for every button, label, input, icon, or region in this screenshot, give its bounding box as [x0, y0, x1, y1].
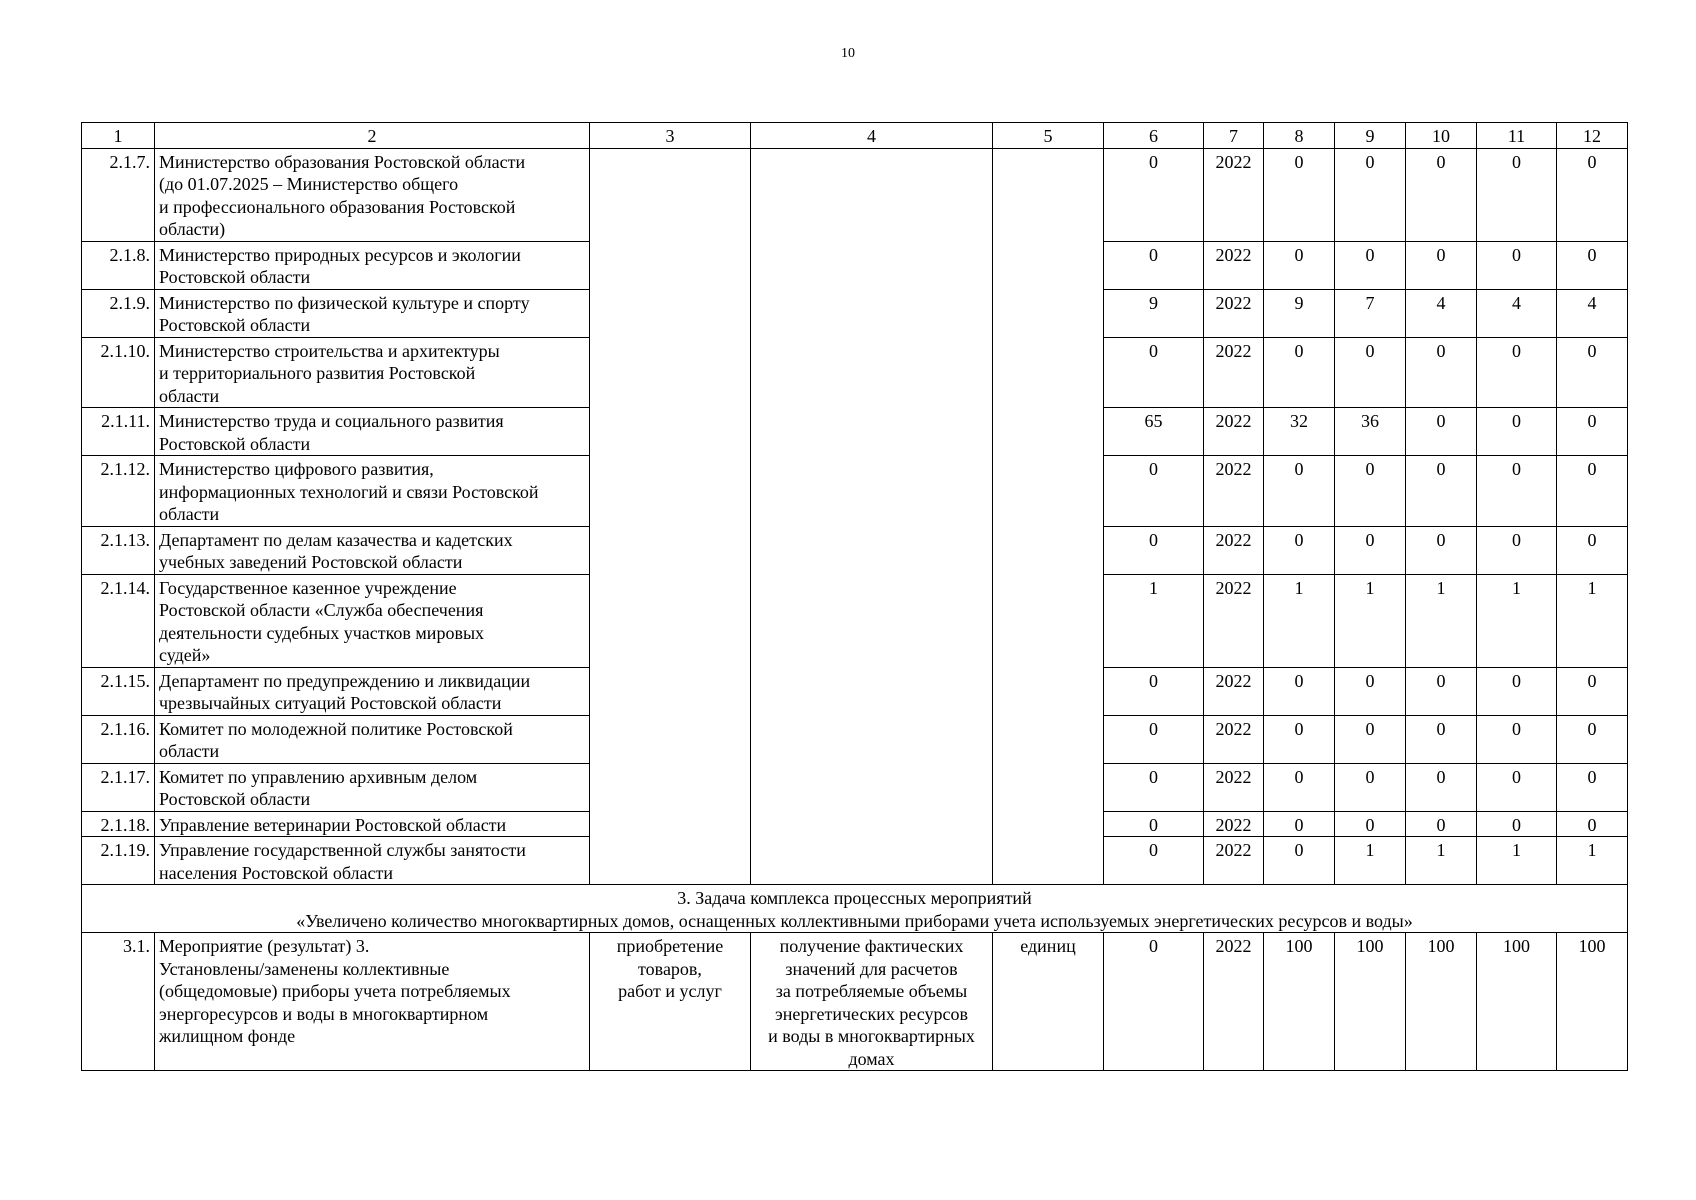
- column-number-cell: 5: [993, 123, 1104, 149]
- value-cell: 0: [1406, 241, 1477, 289]
- value-cell: 2022: [1204, 933, 1264, 1071]
- value-cell: 2022: [1204, 148, 1264, 241]
- row-number-cell: 2.1.12.: [82, 456, 155, 527]
- row-number-cell: 2.1.18.: [82, 811, 155, 837]
- event-row: [82, 933, 1628, 1071]
- value-cell: 0: [1264, 456, 1335, 527]
- row-number-cell: 2.1.13.: [82, 526, 155, 574]
- value-cell: 1: [1406, 837, 1477, 885]
- value-cell: 0: [1477, 715, 1557, 763]
- text-line: значений для расчетов: [785, 958, 958, 979]
- column-number-cell: 7: [1204, 123, 1264, 149]
- text-line: Ростовской области: [159, 315, 311, 335]
- text-line: Мероприятие (результат) 3.: [159, 936, 370, 956]
- value-cell: 0: [1264, 526, 1335, 574]
- value-cell: 0: [1557, 241, 1628, 289]
- value-cell: 0: [1406, 148, 1477, 241]
- text-line: деятельности судебных участков мировых: [159, 622, 485, 643]
- value-cell: 2022: [1204, 837, 1264, 885]
- text-line: энергоресурсов и воды в многоквартирном: [159, 1003, 489, 1024]
- value-cell: 0: [1264, 337, 1335, 408]
- value-cell: 0: [1104, 715, 1204, 763]
- value-cell: 2022: [1204, 667, 1264, 715]
- value-cell: 0: [1406, 526, 1477, 574]
- text-line: области: [159, 504, 220, 524]
- value-cell: 0: [1406, 763, 1477, 811]
- value-cell: 1: [1477, 574, 1557, 667]
- value-cell: 0: [1264, 837, 1335, 885]
- value-cell: 0: [1335, 456, 1406, 527]
- row-number-cell: 2.1.15.: [82, 667, 155, 715]
- value-cell: 1: [1477, 837, 1557, 885]
- indicators-table: [81, 122, 1628, 1071]
- value-cell: 0: [1477, 667, 1557, 715]
- organization-name-cell: [155, 667, 590, 715]
- value-cell: 0: [1264, 715, 1335, 763]
- value-cell: 0: [1264, 811, 1335, 837]
- value-cell: 0: [1335, 241, 1406, 289]
- text-line: Комитет по управлению архивным делом: [159, 766, 478, 787]
- value-cell: 0: [1557, 526, 1628, 574]
- text-line: Министерство по физической культуре и спорту: [159, 292, 530, 313]
- text-line: Государственное казенное учреждение: [159, 577, 457, 598]
- column-number-cell: 12: [1557, 123, 1628, 149]
- value-cell: 2022: [1204, 715, 1264, 763]
- organization-name-cell: [155, 837, 590, 885]
- text-line: и профессионального образования Ростовской: [159, 196, 516, 217]
- value-cell: 2022: [1204, 456, 1264, 527]
- unit-cell: единиц: [993, 933, 1104, 1071]
- value-cell: 0: [1104, 148, 1204, 241]
- value-cell: 2022: [1204, 811, 1264, 837]
- row-number-cell: 2.1.8.: [82, 241, 155, 289]
- row-number-cell: 2.1.9.: [82, 289, 155, 337]
- value-cell: 0: [1477, 337, 1557, 408]
- value-cell: 0: [1557, 148, 1628, 241]
- value-cell: 0: [1557, 667, 1628, 715]
- row-number-cell: 2.1.7.: [82, 148, 155, 241]
- text-line: Ростовской области: [159, 789, 311, 809]
- text-line: Комитет по молодежной политике Ростовской: [159, 718, 513, 739]
- text-line: Министерство природных ресурсов и экологии: [159, 244, 521, 265]
- text-line: Министерство строительства и архитектуры: [159, 340, 500, 361]
- value-cell: 0: [1557, 408, 1628, 456]
- event-characteristic-cell: [751, 933, 993, 1071]
- task-heading-row: [82, 885, 1628, 933]
- value-cell: 2022: [1204, 408, 1264, 456]
- organization-name-cell: [155, 574, 590, 667]
- text-line: Установлены/заменены коллективные: [159, 958, 450, 979]
- organization-name-cell: [155, 811, 590, 837]
- value-cell: 0: [1104, 456, 1204, 527]
- column-number-cell: 11: [1477, 123, 1557, 149]
- text-line: населения Ростовской области: [159, 862, 393, 883]
- text-line: Ростовской области «Служба обеспечения: [159, 600, 484, 620]
- col5-merged-cell: [993, 148, 1104, 885]
- row-number-cell: 2.1.17.: [82, 763, 155, 811]
- value-cell: 0: [1335, 763, 1406, 811]
- text-line: товаров,: [638, 958, 702, 979]
- column-number-cell: 6: [1104, 123, 1204, 149]
- text-line: домах: [848, 1048, 895, 1069]
- value-cell: 65: [1104, 408, 1204, 456]
- task-subtitle: «Увеличено количество многоквартирных домов, оснащенных коллективными приборами учета используемых энергетических ресурсов и воды»: [296, 910, 1413, 931]
- value-cell: 100: [1335, 933, 1406, 1071]
- text-line: Управление государственной службы занятости: [159, 840, 526, 860]
- value-cell: 0: [1104, 763, 1204, 811]
- organization-name-cell: [155, 456, 590, 527]
- text-line: области: [159, 385, 220, 406]
- column-number-cell: 9: [1335, 123, 1406, 149]
- value-cell: 1: [1406, 574, 1477, 667]
- value-cell: 0: [1406, 456, 1477, 527]
- text-line: области: [159, 741, 220, 761]
- column-number-cell: 4: [751, 123, 993, 149]
- text-line: Департамент по предупреждению и ликвидации: [159, 670, 531, 691]
- column-number-cell: 3: [590, 123, 751, 149]
- value-cell: 100: [1557, 933, 1628, 1071]
- task-title: 3. Задача комплекса процессных мероприятий: [677, 888, 1032, 908]
- value-cell: 2022: [1204, 337, 1264, 408]
- row-number-cell: 2.1.11.: [82, 408, 155, 456]
- value-cell: 7: [1335, 289, 1406, 337]
- row-number-cell: 2.1.19.: [82, 837, 155, 885]
- text-line: (общедомовые) приборы учета потребляемых: [159, 981, 511, 1001]
- text-line: Департамент по делам казачества и кадетских: [159, 529, 513, 550]
- column-number-cell: 2: [155, 123, 590, 149]
- value-cell: 100: [1264, 933, 1335, 1071]
- column-number-cell: 8: [1264, 123, 1335, 149]
- value-cell: 100: [1406, 933, 1477, 1071]
- text-line: чрезвычайных ситуаций Ростовской области: [159, 693, 502, 713]
- text-line: судей»: [159, 645, 211, 665]
- value-cell: 0: [1264, 667, 1335, 715]
- value-cell: 4: [1477, 289, 1557, 337]
- value-cell: 0: [1557, 456, 1628, 527]
- value-cell: 36: [1335, 408, 1406, 456]
- value-cell: 0: [1477, 241, 1557, 289]
- value-cell: 0: [1477, 526, 1557, 574]
- value-cell: 2022: [1204, 763, 1264, 811]
- event-type-cell: [590, 933, 751, 1071]
- organization-name-cell: [155, 337, 590, 408]
- value-cell: 0: [1335, 526, 1406, 574]
- page-number: 10: [841, 46, 855, 61]
- value-cell: 0: [1406, 667, 1477, 715]
- organization-name-cell: [155, 408, 590, 456]
- text-line: энергетических ресурсов: [774, 1003, 969, 1024]
- column-number-cell: 10: [1406, 123, 1477, 149]
- text-line: получение фактических: [779, 936, 964, 956]
- value-cell: 0: [1335, 715, 1406, 763]
- value-cell: 0: [1264, 241, 1335, 289]
- text-line: Управление ветеринарии Ростовской области: [159, 814, 507, 835]
- text-line: учебных заведений Ростовской области: [159, 552, 463, 572]
- value-cell: 1: [1104, 574, 1204, 667]
- header-row: [82, 123, 1628, 149]
- text-line: области): [159, 219, 226, 239]
- col4-merged-cell: [751, 148, 993, 885]
- col3-merged-cell: [590, 148, 751, 885]
- value-cell: 0: [1264, 763, 1335, 811]
- value-cell: 9: [1104, 289, 1204, 337]
- text-line: жилищном фонде: [159, 1026, 296, 1046]
- text-line: и воды в многоквартирных: [768, 1026, 975, 1046]
- table-row: [82, 148, 1628, 241]
- value-cell: 1: [1264, 574, 1335, 667]
- text-line: (до 01.07.2025 – Министерство общего: [159, 174, 459, 194]
- value-cell: 2022: [1204, 526, 1264, 574]
- event-name-cell: [155, 933, 590, 1071]
- value-cell: 0: [1264, 148, 1335, 241]
- value-cell: 0: [1477, 811, 1557, 837]
- row-number-cell: 2.1.16.: [82, 715, 155, 763]
- value-cell: 2022: [1204, 241, 1264, 289]
- text-line: Министерство труда и социального развития: [159, 411, 504, 431]
- value-cell: 1: [1557, 574, 1628, 667]
- value-cell: 0: [1104, 526, 1204, 574]
- value-cell: 0: [1104, 337, 1204, 408]
- value-cell: 4: [1557, 289, 1628, 337]
- value-cell: 0: [1406, 408, 1477, 456]
- value-cell: 1: [1335, 574, 1406, 667]
- text-line: Министерство образования Ростовской области: [159, 151, 526, 172]
- value-cell: 0: [1557, 337, 1628, 408]
- value-cell: 4: [1406, 289, 1477, 337]
- text-line: Ростовской области: [159, 433, 311, 454]
- value-cell: 0: [1477, 763, 1557, 811]
- text-line: Ростовской области: [159, 267, 311, 287]
- text-line: Министерство цифрового развития,: [159, 459, 434, 479]
- value-cell: 0: [1477, 408, 1557, 456]
- value-cell: 0: [1477, 456, 1557, 527]
- text-line: информационных технологий и связи Ростовской: [159, 481, 539, 502]
- value-cell: 0: [1104, 837, 1204, 885]
- organization-name-cell: [155, 241, 590, 289]
- organization-name-cell: [155, 763, 590, 811]
- value-cell: 0: [1335, 667, 1406, 715]
- column-number-cell: 1: [82, 123, 155, 149]
- value-cell: 9: [1264, 289, 1335, 337]
- organization-name-cell: [155, 715, 590, 763]
- text-line: работ и услуг: [618, 981, 722, 1001]
- value-cell: 0: [1477, 148, 1557, 241]
- value-cell: 0: [1104, 241, 1204, 289]
- value-cell: 0: [1104, 667, 1204, 715]
- text-line: за потребляемые объемы: [775, 981, 968, 1001]
- row-number-cell: 2.1.14.: [82, 574, 155, 667]
- value-cell: 0: [1335, 811, 1406, 837]
- organization-name-cell: [155, 526, 590, 574]
- row-number-cell: 2.1.10.: [82, 337, 155, 408]
- value-cell: 0: [1406, 715, 1477, 763]
- value-cell: 1: [1557, 837, 1628, 885]
- value-cell: 2022: [1204, 574, 1264, 667]
- value-cell: 0: [1335, 148, 1406, 241]
- text-line: приобретение: [616, 936, 724, 956]
- value-cell: 0: [1406, 811, 1477, 837]
- text-line: и территориального развития Ростовской: [159, 363, 476, 383]
- value-cell: 0: [1104, 933, 1204, 1071]
- value-cell: 0: [1406, 337, 1477, 408]
- value-cell: 32: [1264, 408, 1335, 456]
- row-number-cell: 3.1.: [82, 933, 155, 1071]
- value-cell: 2022: [1204, 289, 1264, 337]
- task-heading-cell: [82, 885, 1628, 933]
- value-cell: 0: [1335, 337, 1406, 408]
- value-cell: 0: [1104, 811, 1204, 837]
- organization-name-cell: [155, 148, 590, 241]
- value-cell: 0: [1557, 811, 1628, 837]
- value-cell: 1: [1335, 837, 1406, 885]
- value-cell: 0: [1557, 763, 1628, 811]
- organization-name-cell: [155, 289, 590, 337]
- value-cell: 100: [1477, 933, 1557, 1071]
- value-cell: 0: [1557, 715, 1628, 763]
